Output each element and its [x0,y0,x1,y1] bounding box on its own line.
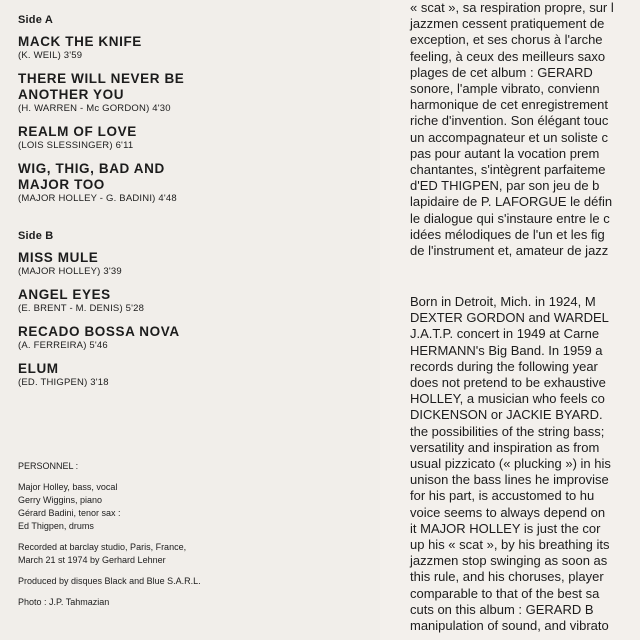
track-credit: (A. FERREIRA) 5'46 [18,340,108,351]
text-line: harmonique de cet enregistrement [410,97,609,113]
text-line: manipulation of sound, and vibrato [410,618,609,634]
text-line: chantantes, s'intègrent parfaiteme [410,162,606,178]
recording-info: March 21 st 1974 by Gerhard Lehner [18,555,166,565]
track-credit: (MAJOR HOLLEY - G. BADINI) 4'48 [18,193,177,204]
producer-credit: Produced by disques Black and Blue S.A.R.L. [18,576,201,586]
side-b-label: Side B [18,230,54,242]
text-line: this rule, and his choruses, player [410,569,604,585]
photo-credit: Photo : J.P. Tahmazian [18,597,110,607]
text-line: up his « scat », by his breathing its [410,537,610,553]
track-title: REALM OF LOVE [18,124,137,139]
text-line: DEXTER GORDON and WARDEL [410,310,609,326]
track-credit: (K. WEIL) 3'59 [18,50,83,61]
text-line: d'ED THIGPEN, par son jeu de b [410,178,600,194]
text-line: usual pizzicato (« plucking ») in his [410,456,611,472]
text-line: HOLLEY, a musician who feels co [410,391,605,407]
text-line: records during the following year [410,358,598,374]
text-line: Born in Detroit, Mich. in 1924, M [410,294,596,309]
recording-info: Recorded at barclay studio, Paris, France, [18,542,187,552]
track-credit: (LOIS SLESSINGER) 6'11 [18,140,134,151]
track-title: THERE WILL NEVER BE [18,71,185,86]
text-line: jazzmen stop swinging as soon as [410,553,608,569]
text-line: sonore, l'ample vibrato, convienn [410,81,600,97]
text-line: jazzmen cessent pratiquement de [410,16,605,32]
text-line: HERMANN's Big Band. In 1959 a [410,342,603,358]
text-line: riche d'invention. Son élégant touc [410,113,609,129]
text-line: feeling, à ceux des meilleurs saxo [410,48,606,64]
text-line: lapidaire de P. LAFORGUE le défin [410,194,613,210]
text-line: DICKENSON or JACKIE BYARD. [410,407,603,423]
track-title: ELUM [18,361,59,376]
text-line: plages de cet album : GERARD [410,64,593,80]
text-line: the possibilities of the string bass; [410,423,605,439]
personnel-heading: PERSONNEL : [18,461,79,471]
text-line: comparable to that of the best sa [410,585,600,601]
text-line: for his part, is accustomed to hu [410,488,595,504]
text-line: cuts on this album : GERARD B [410,601,594,617]
track-credit: (MAJOR HOLLEY) 3'39 [18,266,122,277]
personnel-member: Ed Thigpen, drums [18,521,94,531]
text-line: idées mélodiques de l'un et les fig [410,226,605,242]
text-line: versatility and inspiration as from [410,439,600,455]
track-title: ANGEL EYES [18,287,111,302]
text-line: « scat », sa respiration propre, sur l [410,0,614,15]
track-credit: (ED. THIGPEN) 3'18 [18,377,109,388]
english-liner-text [410,294,640,634]
text-line: unison the bass lines he improvise [410,472,609,488]
text-line: de l'instrument et, amateur de jazz [410,243,609,259]
side-a-label: Side A [18,14,54,26]
personnel-member: Gerry Wiggins, piano [18,495,103,505]
text-line: it MAJOR HOLLEY is just the cor [410,520,601,536]
text-line: le dialogue qui s'instaure entre le c [410,210,610,226]
text-line: pas pour autant la vocation prem [410,145,600,161]
text-line: un accompagnateur et un soliste c [410,129,609,145]
track-title: MAJOR TOO [18,177,105,192]
track-credit: (E. BRENT - M. DENIS) 5'28 [18,303,145,314]
text-line: voice seems to always depend on [410,504,606,520]
personnel-member: Gérard Badini, tenor sax : [18,508,121,518]
text-line: J.A.T.P. concert in 1949 at Carne [410,326,600,342]
text-line: exception, et ses chorus à l'arche [410,32,603,48]
personnel-member: Major Holley, bass, vocal [18,482,118,492]
track-title: MACK THE KNIFE [18,34,142,49]
track-title: RECADO BOSSA NOVA [18,324,180,339]
track-title: WIG, THIG, BAD AND [18,161,165,176]
track-title: MISS MULE [18,250,99,265]
track-title: ANOTHER YOU [18,87,125,102]
track-credit: (H. WARREN - Mc GORDON) 4'30 [18,103,171,114]
text-line: does not pretend to be exhaustive [410,375,606,391]
french-liner-text [410,0,640,259]
